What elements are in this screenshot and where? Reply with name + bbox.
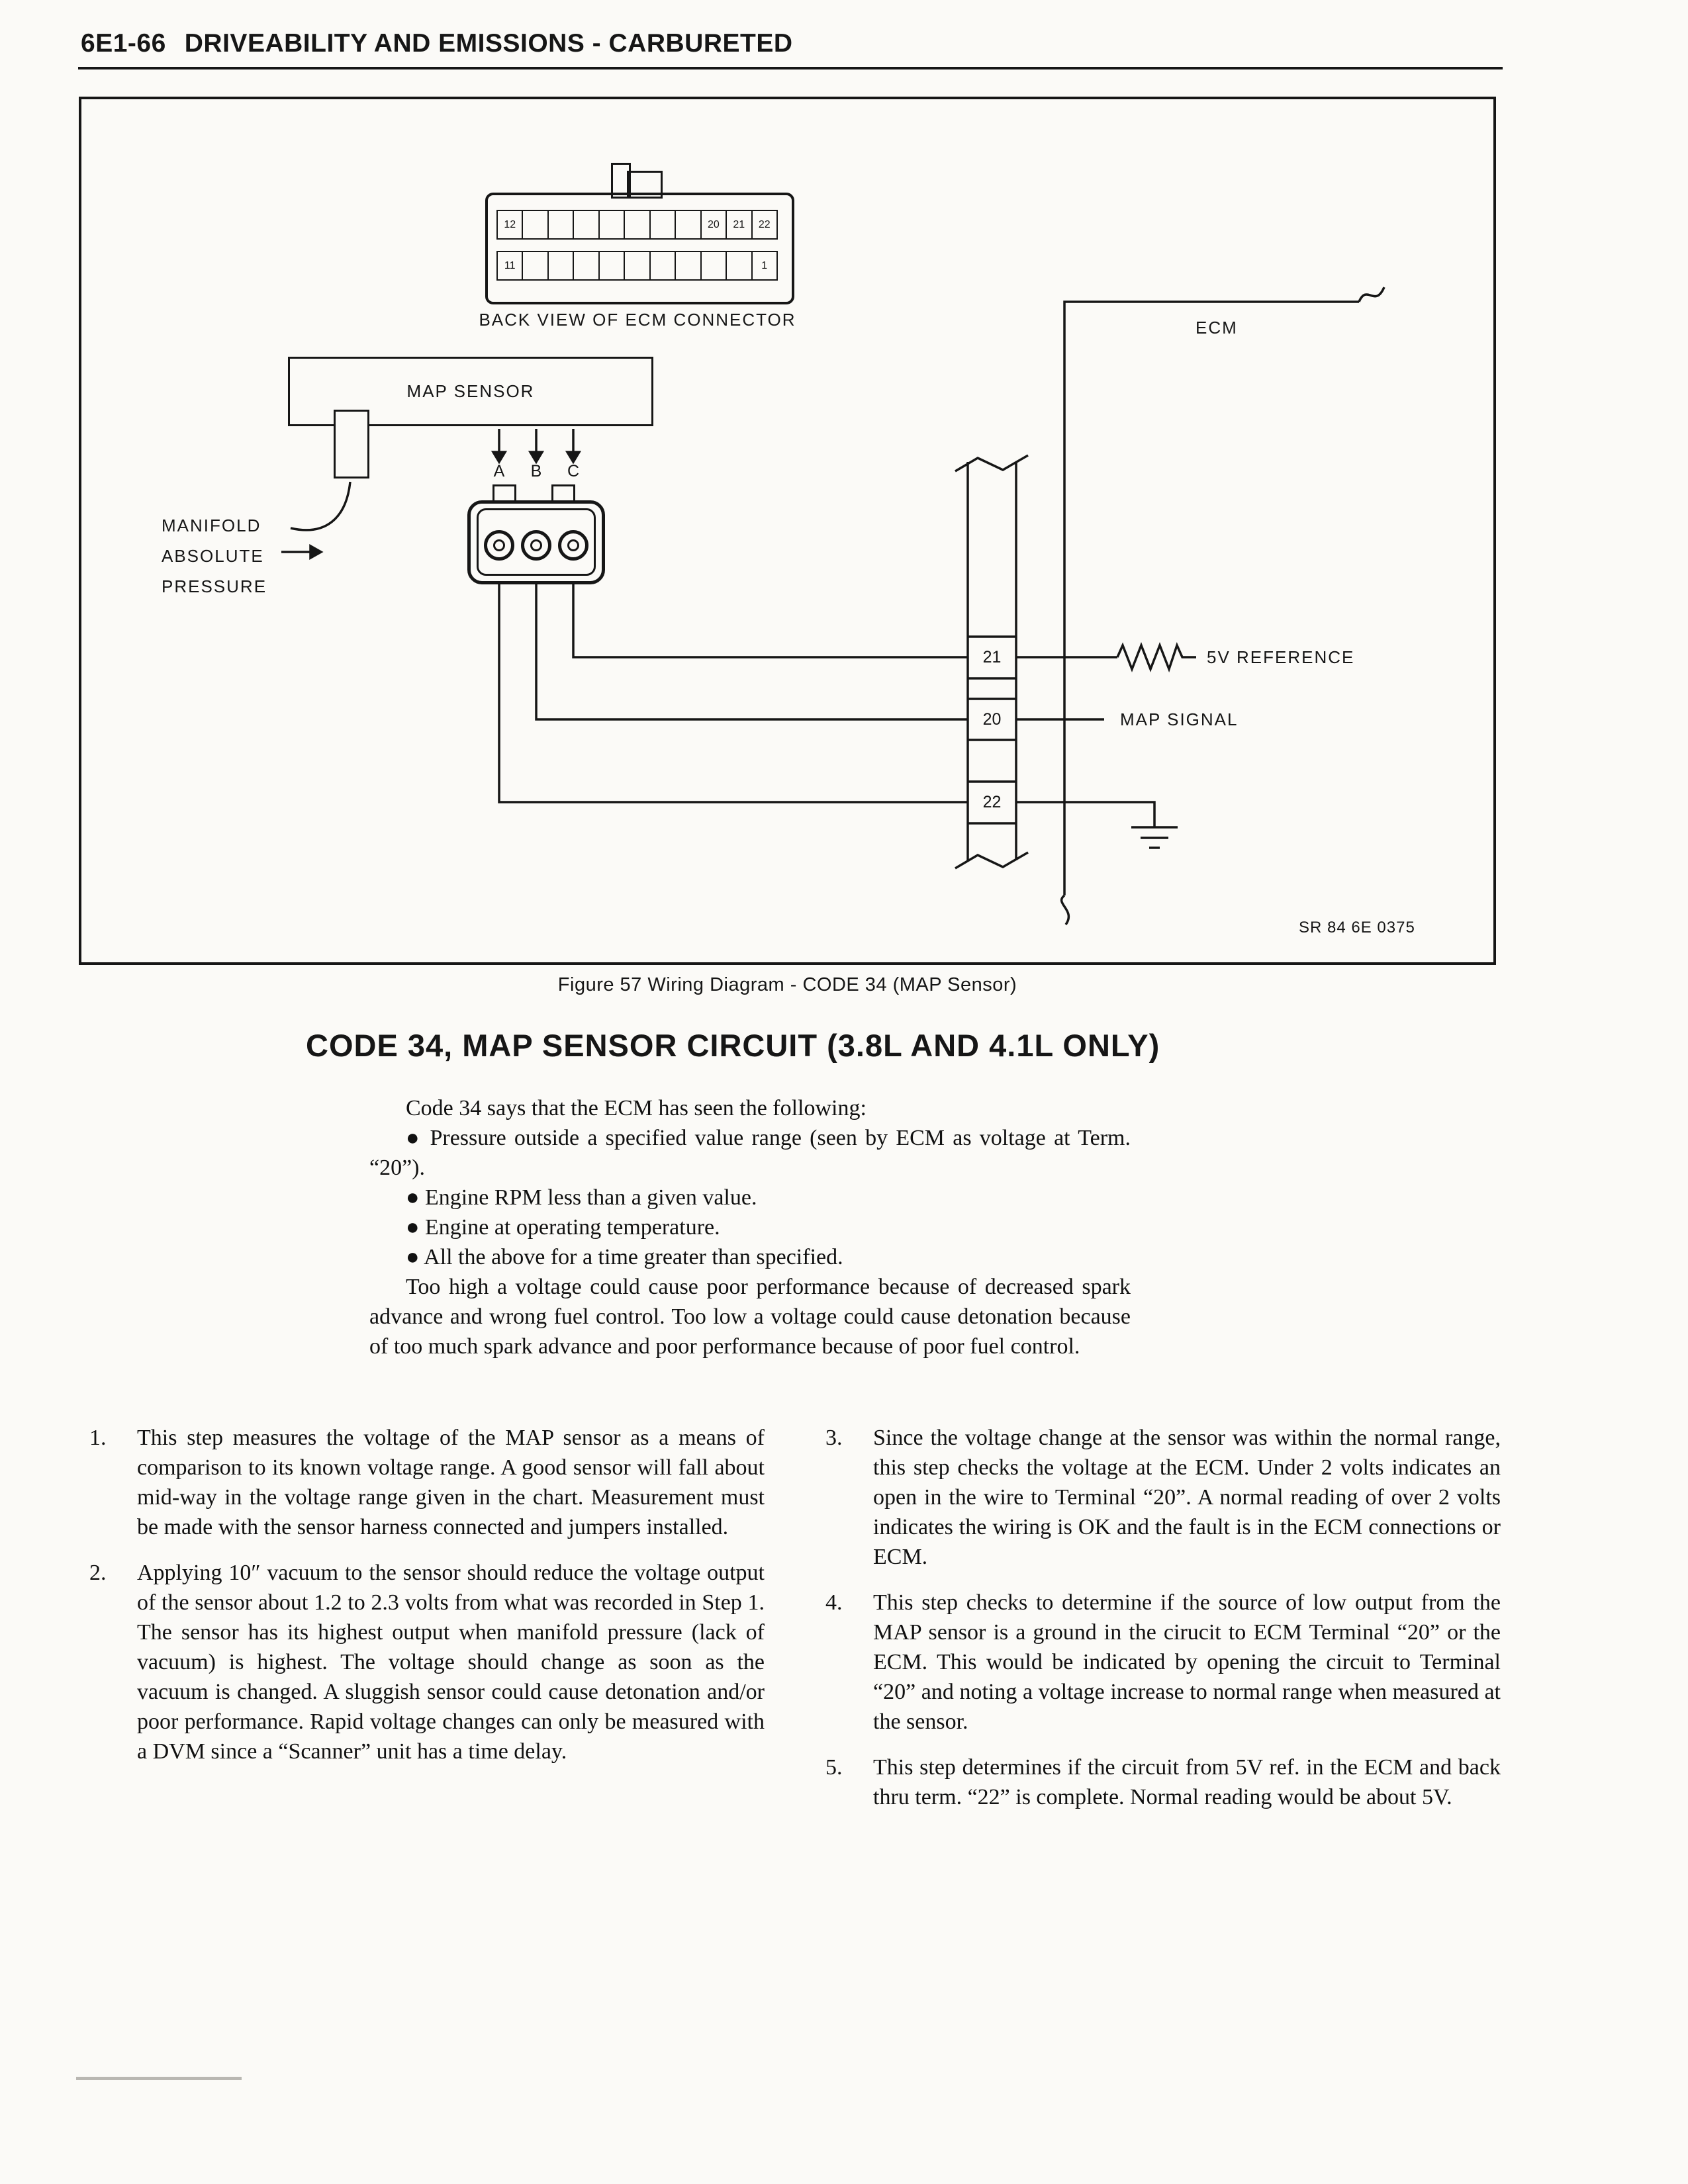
arrow-c-head-icon bbox=[567, 452, 579, 462]
scan-artifact bbox=[76, 2077, 242, 2080]
step-item-2 bbox=[89, 1558, 765, 1766]
pin-cell: 21 bbox=[727, 211, 752, 238]
header-rule bbox=[78, 67, 1503, 69]
ground-icon bbox=[1131, 827, 1178, 848]
pin-cell bbox=[676, 252, 701, 279]
pin-cell: 20 bbox=[702, 211, 727, 238]
page-title: DRIVEABILITY AND EMISSIONS - CARBURETED bbox=[184, 29, 793, 58]
pin-cell bbox=[727, 252, 752, 279]
socket-pin-icon bbox=[493, 539, 505, 551]
step-item-4 bbox=[825, 1588, 1501, 1737]
step-text: This step checks to determine if the source of low output from the MAP sensor is a ground in the cirucit to ECM Terminal “20” or the ECM. This would be indicated by opening the circuit to Terminal “20” and noting a voltage increase to normal range when measured at the sensor. bbox=[873, 1590, 1501, 1734]
pin-cell bbox=[523, 211, 548, 238]
socket-pin-icon bbox=[530, 539, 542, 551]
manifold-line-3: PRESSURE bbox=[162, 576, 267, 596]
pin-cell bbox=[549, 211, 574, 238]
socket-pin-icon bbox=[567, 539, 579, 551]
ecm-boundary-line bbox=[1064, 302, 1359, 895]
step-text: Applying 10″ vacuum to the sensor should reduce the voltage output of the sensor about 1.2 to 2.3 volts from what was recorded in Step 1. The sensor has its highest output when manifold pressure (lack of vacuum) is highest. The voltage should change as soon as the vacuum is changed. A sluggish sensor could cause detonation and/or poor performance. Rapid voltage changes can only be measured with a DVM since a “Scanner” unit has a time delay. bbox=[137, 1561, 765, 1764]
page-number: 6E1-66 bbox=[81, 29, 166, 58]
terminal-22: 22 bbox=[982, 793, 1002, 811]
intro-lead: Code 34 says that the ECM has seen the following: bbox=[406, 1096, 867, 1120]
wire-c-to-21 bbox=[573, 584, 968, 657]
steps-column-left bbox=[89, 1423, 765, 1782]
intro-bullet: ● Pressure outside a specified value range (seen by ECM as voltage at Term. “20”). bbox=[369, 1126, 1131, 1180]
arrow-a-head-icon bbox=[493, 452, 505, 462]
intro-bullet: ● All the above for a time greater than specified. bbox=[406, 1245, 843, 1269]
connector-pin-row-bottom bbox=[496, 251, 778, 281]
pin-label-a: A bbox=[493, 462, 505, 480]
intro-bullet: ● Engine at operating temperature. bbox=[406, 1215, 720, 1240]
ecm-label: ECM bbox=[1196, 318, 1238, 338]
step-number: 1. bbox=[89, 1426, 107, 1450]
pin-cell bbox=[651, 252, 676, 279]
pin-cell bbox=[702, 252, 727, 279]
manifold-label bbox=[162, 510, 267, 602]
figure-reference-number: SR 84 6E 0375 bbox=[1299, 919, 1415, 936]
pin-label-b: B bbox=[530, 462, 542, 480]
resistor-icon bbox=[1117, 645, 1196, 669]
terminal-20: 20 bbox=[982, 710, 1002, 729]
step-number: 5. bbox=[825, 1755, 843, 1780]
step-item-3 bbox=[825, 1423, 1501, 1572]
terminal-21: 21 bbox=[982, 648, 1002, 666]
pin-cell bbox=[625, 211, 650, 238]
pin-cell bbox=[600, 211, 625, 238]
section-title: CODE 34, MAP SENSOR CIRCUIT (3.8L AND 4.1L ONLY) bbox=[306, 1028, 1160, 1063]
step-item-1 bbox=[89, 1423, 765, 1542]
pin-cell bbox=[523, 252, 548, 279]
connector-caption: BACK VIEW OF ECM CONNECTOR bbox=[479, 310, 796, 330]
steps-column-right bbox=[825, 1423, 1501, 1828]
wire-b-to-20 bbox=[536, 584, 968, 719]
manifold-line-2: ABSOLUTE bbox=[162, 546, 264, 566]
pin-cell bbox=[625, 252, 650, 279]
pin-label-c: C bbox=[567, 462, 580, 480]
pin-cell bbox=[600, 252, 625, 279]
intro-paragraph: Too high a voltage could cause poor performance because of decreased spark advance and wrong fuel control. Too low a voltage could cause detonation because of too much spark advance and poor performance because of poor fuel control. bbox=[369, 1275, 1131, 1359]
manifold-line-1: MANIFOLD bbox=[162, 516, 261, 535]
step-number: 4. bbox=[825, 1590, 843, 1615]
intro-block bbox=[369, 1093, 1131, 1361]
pin-cell bbox=[574, 252, 599, 279]
ecm-break-right-icon bbox=[1359, 287, 1384, 302]
pin-cell: 11 bbox=[498, 252, 523, 279]
step-text: This step measures the voltage of the MAP sensor as a means of comparison to its known voltage range. A good sensor will fall about mid-way in the voltage range given in the chart. Measurement must be made with the sensor harness connected and jumpers installed. bbox=[137, 1426, 765, 1539]
wire-a-to-22 bbox=[499, 584, 968, 802]
pin-cell: 22 bbox=[758, 218, 771, 230]
pin-cell bbox=[549, 252, 574, 279]
pin-cell bbox=[574, 211, 599, 238]
wire-22-right bbox=[1016, 802, 1154, 827]
plug-socket-b-icon bbox=[521, 530, 551, 561]
step-number: 2. bbox=[89, 1561, 107, 1585]
arrow-b-head-icon bbox=[530, 452, 542, 462]
intro-bullet: ● Engine RPM less than a given value. bbox=[406, 1185, 757, 1210]
step-text: This step determines if the circuit from 5V ref. in the ECM and back thru term. “22” is complete. Normal reading would be about 5V. bbox=[873, 1755, 1501, 1809]
vacuum-port-curve bbox=[291, 482, 350, 530]
figure-caption: Figure 57 Wiring Diagram - CODE 34 (MAP Sensor) bbox=[557, 974, 1017, 995]
plug-socket-a-icon bbox=[484, 530, 514, 561]
manifold-arrow-head-icon bbox=[310, 546, 321, 558]
pin-cell: 1 bbox=[761, 259, 768, 271]
step-text: Since the voltage change at the sensor was within the normal range, this step checks the voltage at the ECM. Under 2 volts indicates an open in the wire to Terminal “20”. A normal reading of over 2 volts indicates the wiring is OK and the fault is in the ECM connections or ECM. bbox=[873, 1426, 1501, 1569]
pin-cell bbox=[651, 211, 676, 238]
connector-pin-row-top bbox=[496, 210, 778, 240]
step-number: 3. bbox=[825, 1426, 843, 1450]
pin-cell bbox=[676, 211, 701, 238]
five-v-reference-label: 5V REFERENCE bbox=[1207, 647, 1355, 667]
plug-socket-c-icon bbox=[558, 530, 588, 561]
step-item-5 bbox=[825, 1752, 1501, 1812]
ecm-break-bottom-icon bbox=[1062, 895, 1069, 925]
vacuum-port bbox=[334, 410, 369, 478]
pin-cell: 12 bbox=[498, 211, 523, 238]
map-sensor-label: MAP SENSOR bbox=[406, 381, 535, 401]
page-header bbox=[81, 29, 793, 58]
map-signal-label: MAP SIGNAL bbox=[1120, 709, 1239, 729]
wiring-diagram-figure bbox=[79, 97, 1496, 965]
